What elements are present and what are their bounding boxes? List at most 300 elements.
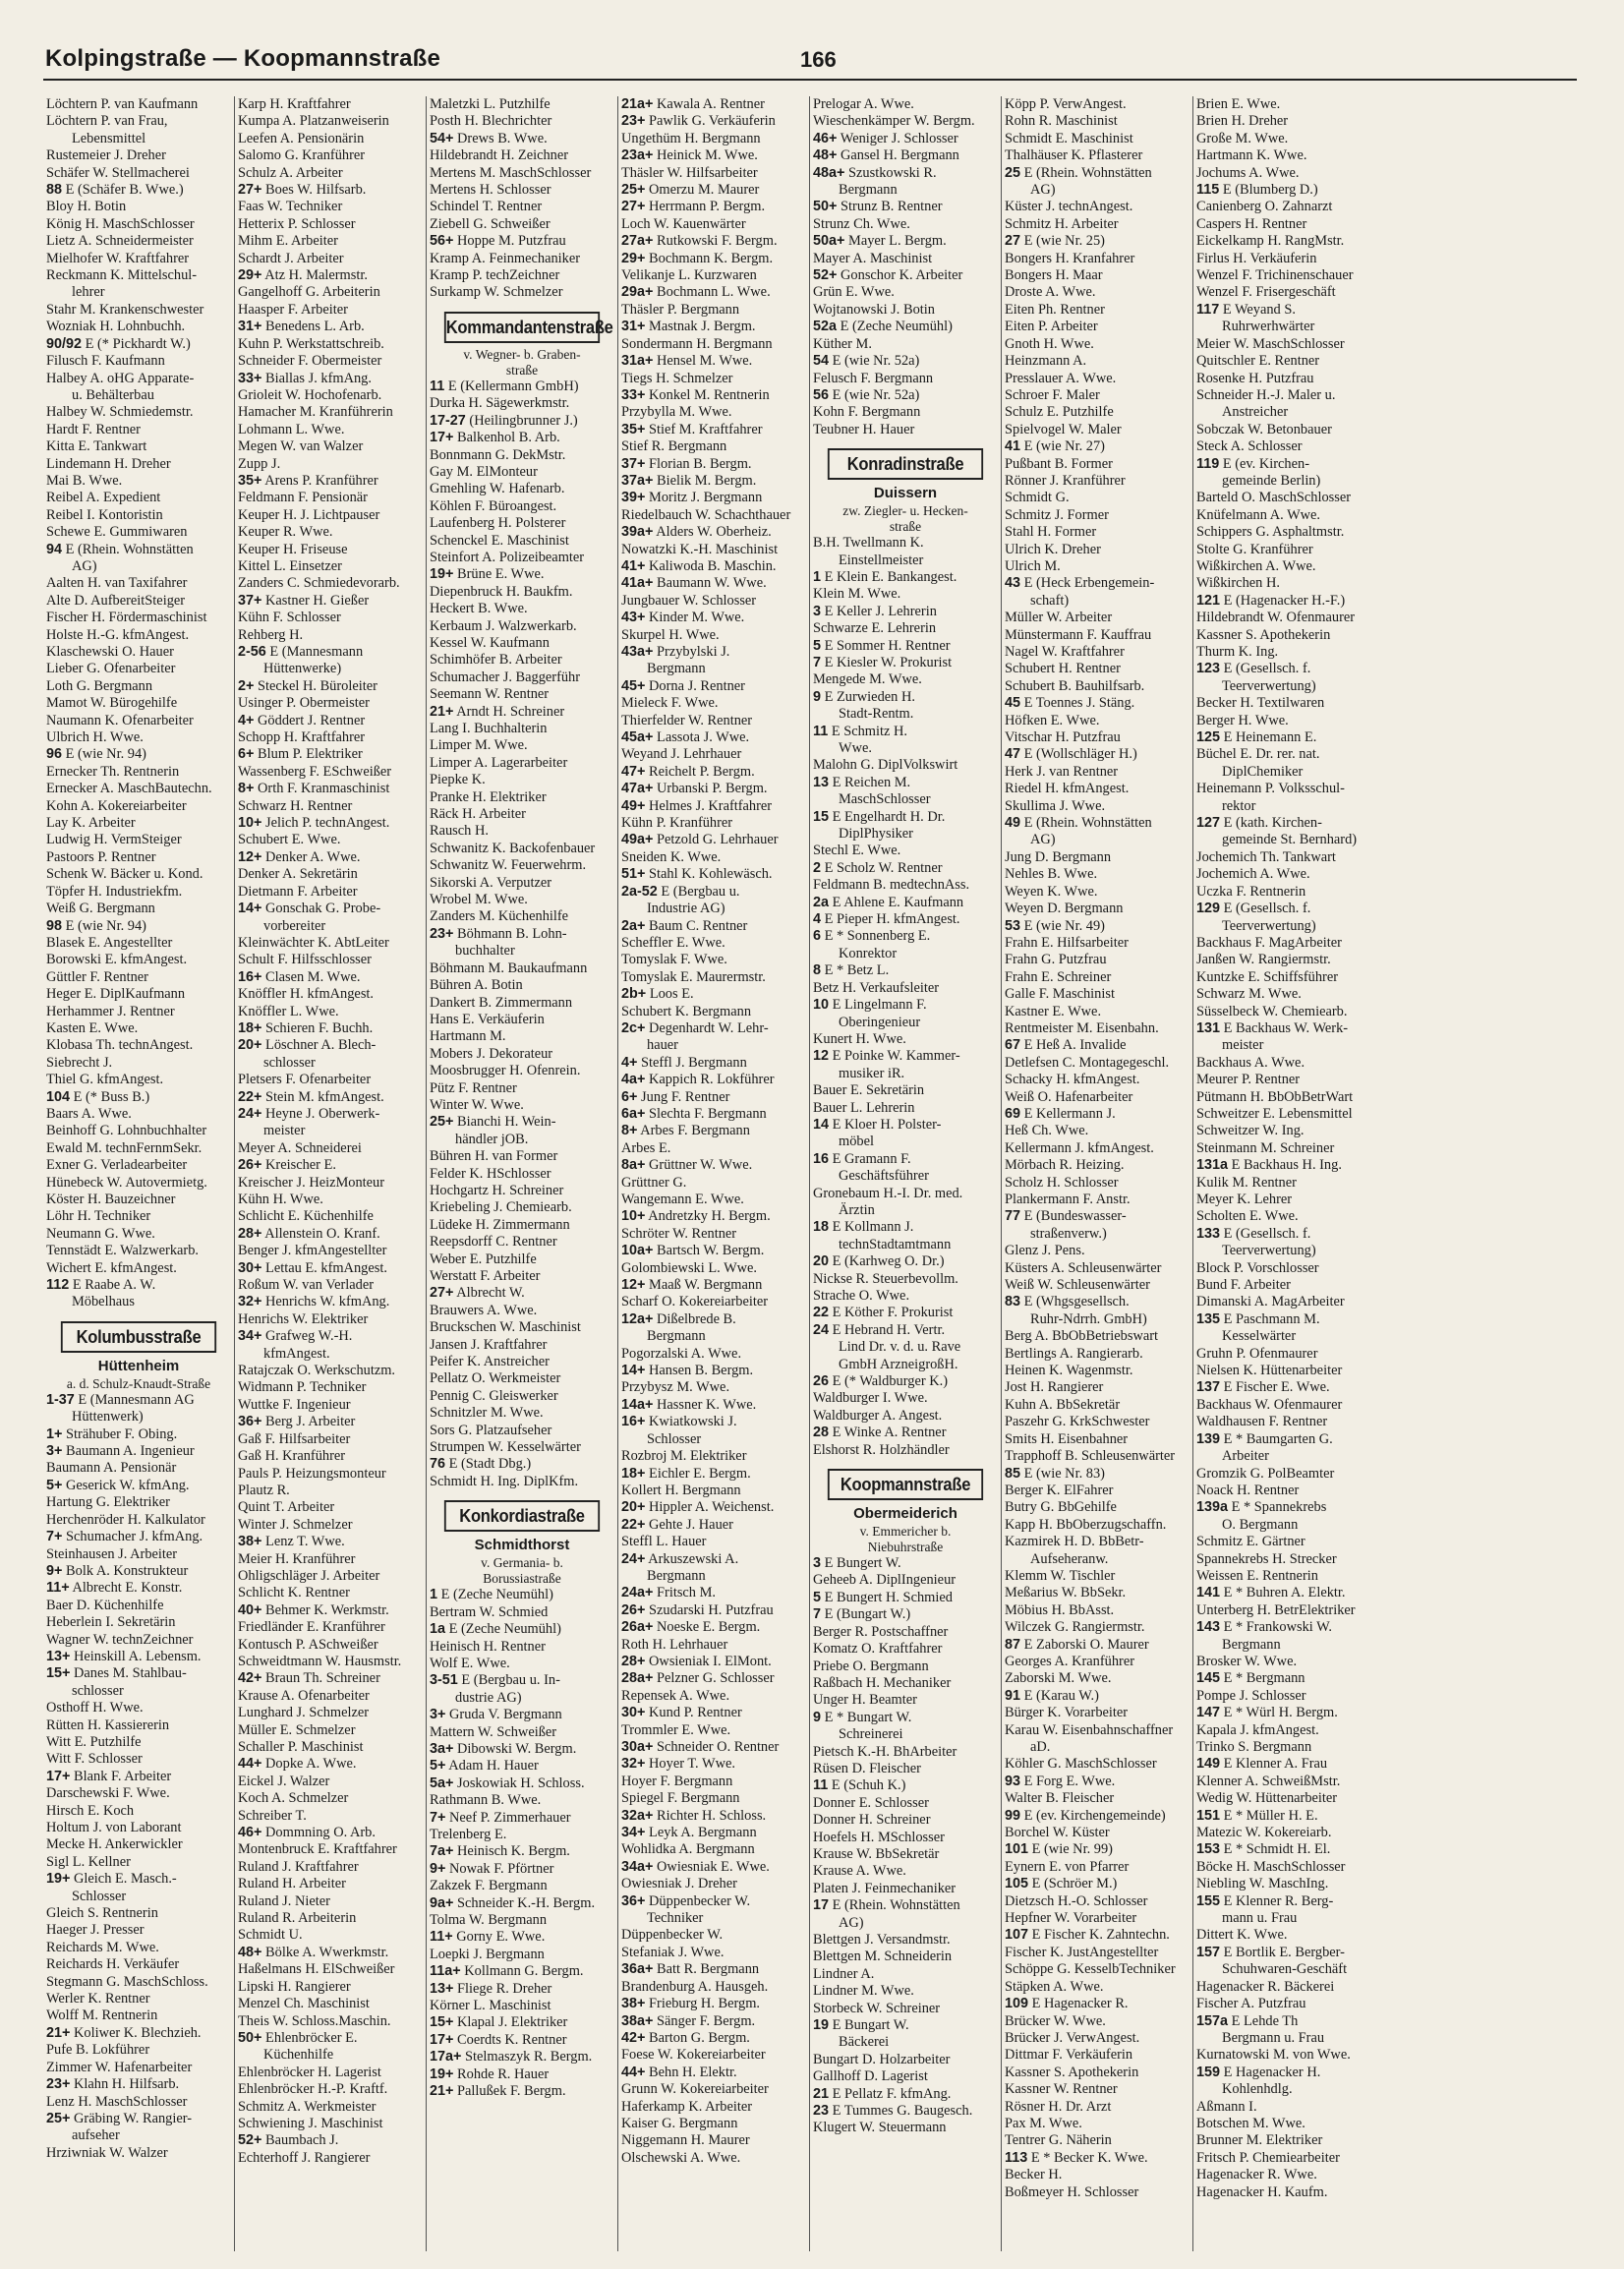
entry-text: Boßmeyer H. Schlosser [1005, 2183, 1139, 2200]
entry-text: E (Gesellsch. f. [1223, 901, 1311, 917]
resident-entry [238, 1602, 423, 1619]
resident-entry [1005, 678, 1189, 695]
entry-text: Behmer K. Werkmstr. [265, 1601, 389, 1618]
resident-entry [1005, 610, 1189, 626]
entry-text: Fischer K. JustAngestellter [1005, 1944, 1159, 1960]
resident-entry [430, 601, 614, 617]
resident-entry [238, 1637, 423, 1654]
entry-text: Wrobel M. Wwe. [430, 892, 528, 908]
house-number: 47a+ [621, 781, 654, 797]
resident-entry [621, 1825, 806, 1841]
entry-text: Lind Dr. v. d. u. Rave [839, 1339, 961, 1356]
entry-text: Sneiden K. Wwe. [621, 848, 722, 865]
resident-entry [1005, 199, 1189, 215]
resident-entry [1196, 935, 1382, 952]
entry-text: Butry G. BbGehilfe [1005, 1499, 1117, 1516]
street-extent: Borussiastraße [483, 1571, 561, 1587]
house-number: 28+ [238, 1225, 262, 1242]
entry-text: Borchel W. Küster [1005, 1825, 1110, 1841]
entry-text: Hans E. Verkäuferin [430, 1011, 545, 1027]
entry-text: Schmidt E. Maschinist [1005, 130, 1133, 146]
entry-text: hauer [647, 1037, 678, 1054]
house-number: 37+ [621, 455, 646, 472]
resident-entry [46, 1836, 231, 1853]
resident-entry [46, 404, 231, 421]
entry-text: Slechta F. Bergmann [649, 1105, 767, 1122]
entry-text: Schubert H. Rentner [1005, 661, 1121, 677]
resident-entry [430, 515, 614, 532]
house-number: 17+ [46, 1768, 71, 1784]
resident-entry [1196, 575, 1382, 592]
entry-text: Ruhrwerhwärter [1222, 319, 1315, 335]
entry-text: Kerbaum J. Walzwerkarb. [430, 617, 577, 634]
resident-entry [813, 1846, 998, 1863]
resident-entry [430, 395, 614, 412]
entry-text: Ruland R. Arbeiterin [238, 1910, 357, 1927]
resident-entry [238, 524, 423, 541]
entry-text: Omerzu M. Maurer [649, 182, 760, 199]
entry-text: Gonschak G. Probe- [265, 901, 381, 917]
entry-text: Wohlidka A. Bergmann [621, 1841, 755, 1858]
entry-text: Bölke A. Wwerkmstr. [265, 1944, 389, 1960]
entry-text: Tolma W. Bergmann [430, 1912, 548, 1928]
entry-continuation [1005, 1739, 1189, 1756]
entry-text: Heinisch K. Bergm. [457, 1843, 570, 1860]
resident-entry [46, 182, 231, 199]
entry-text: E Hagenacker R. [1031, 1996, 1129, 2012]
entry-text: B.H. Twellmann K. [813, 535, 924, 552]
entry-text: Heberlein I. Sekretärin [46, 1614, 176, 1631]
entry-text: Kreischer J. HeizMonteur [238, 1174, 385, 1191]
entry-text: Uczka F. Rentnerin [1196, 883, 1306, 900]
resident-entry [430, 1097, 614, 1114]
house-number: 28 [813, 1425, 830, 1441]
house-number: 18+ [621, 1465, 646, 1482]
entry-text: Naumann K. Ofenarbeiter [46, 712, 194, 728]
entry-text: Schmidt G. [1005, 490, 1070, 506]
entry-text: Gräbing W. Rangier- [74, 2110, 193, 2126]
resident-entry [238, 490, 423, 506]
entry-text: Wuttke F. Ingenieur [238, 1396, 351, 1413]
resident-entry [1196, 490, 1382, 506]
resident-entry [46, 764, 231, 781]
resident-entry [1196, 746, 1382, 763]
house-number: 2c+ [621, 1019, 646, 1036]
entry-text: Loepki J. Bergmann [430, 1946, 545, 1962]
entry-continuation [238, 1346, 423, 1363]
entry-text: Hartmann K. Wwe. [1196, 147, 1307, 164]
entry-text: E Kloer H. Polster- [832, 1116, 942, 1133]
entry-text: Klenner A. SchweißMstr. [1196, 1773, 1341, 1789]
resident-entry [1196, 593, 1382, 610]
resident-entry [430, 430, 614, 446]
street-extent: v. Germania- b. [481, 1555, 563, 1571]
resident-entry [430, 908, 614, 925]
resident-entry [1005, 1654, 1189, 1670]
resident-entry [813, 655, 998, 671]
house-number: 83 [1005, 1294, 1021, 1310]
street-extent: Niebuhrstraße [867, 1540, 944, 1555]
entry-text: Kollmann G. Bergm. [464, 1963, 584, 1980]
resident-entry [813, 1983, 998, 2000]
entry-text: Hassner K. Wwe. [657, 1396, 757, 1413]
resident-entry [46, 1260, 231, 1277]
resident-entry [46, 1243, 231, 1259]
entry-text: Ruhr-Ndrrh. GmbH) [1030, 1310, 1147, 1327]
entry-text: Unger H. Beamter [813, 1692, 917, 1709]
resident-entry [813, 371, 998, 387]
house-number: 7 [813, 1606, 822, 1623]
house-number: 15+ [46, 1665, 71, 1682]
house-number: 50a+ [813, 233, 845, 250]
directory-column [810, 96, 1002, 2251]
house-number: 19 [813, 2017, 830, 2034]
resident-entry [1196, 147, 1382, 164]
resident-entry [813, 422, 998, 438]
resident-entry [621, 2030, 806, 2047]
entry-text: Kessel W. Kaufmann [430, 634, 550, 651]
resident-entry [621, 319, 806, 335]
entry-text: Winter J. Schmelzer [238, 1516, 353, 1533]
entry-text: Kuhn A. BbSekretär [1005, 1396, 1121, 1413]
entry-text: Brücker J. VerwAngest. [1005, 2029, 1140, 2046]
entry-text: Mobers J. Dekorateur [430, 1045, 553, 1062]
resident-entry [238, 147, 423, 164]
entry-text: E Gramann F. [832, 1150, 911, 1167]
entry-continuation [430, 1132, 614, 1148]
resident-entry [238, 1859, 423, 1876]
resident-entry [621, 1020, 806, 1037]
resident-entry [1196, 1945, 1382, 1961]
resident-entry [1005, 1705, 1189, 1721]
house-number: 26+ [621, 1601, 646, 1618]
entry-text: Hetterix P. Schlosser [238, 215, 356, 232]
entry-text: Dibowski W. Bergm. [457, 1740, 577, 1757]
resident-entry [46, 216, 231, 233]
resident-entry [813, 267, 998, 284]
resident-entry [238, 884, 423, 901]
resident-entry [46, 986, 231, 1003]
entry-text: Hoyer T. Wwe. [649, 1756, 735, 1773]
house-number: 14+ [238, 901, 262, 917]
entry-text: Clasen M. Wwe. [265, 968, 361, 985]
entry-text: Wieschenkämper W. Bergm. [813, 113, 975, 130]
resident-entry [46, 661, 231, 677]
entry-continuation [1196, 678, 1382, 695]
house-number: 24 [813, 1321, 830, 1338]
entry-text: Raßbach H. Mechaniker [813, 1674, 952, 1691]
entry-text: Brunner M. Elektriker [1196, 2132, 1323, 2149]
resident-entry [1005, 1004, 1189, 1020]
resident-entry [621, 764, 806, 781]
resident-entry [1005, 1876, 1189, 1892]
resident-entry [1005, 644, 1189, 661]
entry-text: Jochemich A. Wwe. [1196, 866, 1310, 883]
entry-text: Wißkirchen H. [1196, 575, 1280, 592]
entry-text: Noeske E. Bergm. [657, 1619, 761, 1636]
resident-entry [46, 2076, 231, 2093]
house-number: 48+ [813, 147, 838, 164]
entry-text: Strache O. Wwe. [813, 1288, 910, 1304]
resident-entry [46, 695, 231, 712]
resident-entry [1196, 1226, 1382, 1243]
entry-text: Schmidt H. Ing. DiplKfm. [430, 1473, 579, 1489]
house-number: 41a+ [621, 575, 654, 592]
resident-entry [46, 1443, 231, 1460]
entry-text: Widmann P. Techniker [238, 1379, 367, 1396]
resident-entry [430, 1166, 614, 1183]
entry-text: Herrmann P. Bergm. [649, 199, 766, 215]
entry-text: E Bortlik E. Bergber- [1223, 1944, 1345, 1960]
entry-text: E * Bergmann [1223, 1670, 1305, 1687]
resident-entry [238, 1534, 423, 1550]
entry-text: Nowatzki K.-H. Maschinist [621, 541, 779, 557]
entry-text: E Lingelmann F. [832, 997, 927, 1014]
directory-column [1002, 96, 1193, 2251]
entry-text: Salomo G. Kranführer [238, 147, 366, 164]
entry-text: Rozbroj M. Elektriker [621, 1448, 747, 1465]
entry-text: Kwiatkowski J. [649, 1414, 737, 1430]
entry-text: Stein M. kfmAngest. [265, 1088, 384, 1105]
house-number: 19+ [430, 566, 454, 583]
resident-entry [238, 1654, 423, 1670]
entry-text: Gansel H. Bergmann [841, 147, 959, 164]
entry-text: Brauwers A. Wwe. [430, 1302, 538, 1318]
house-number: 1a [430, 1621, 446, 1638]
entry-text: E (wie Nr. 94) [65, 746, 146, 763]
house-number: 38a+ [621, 2012, 654, 2029]
resident-entry [621, 387, 806, 404]
resident-entry [430, 1998, 614, 2014]
resident-entry [238, 901, 423, 917]
entry-text: Wolf E. Wwe. [430, 1655, 510, 1671]
entry-continuation [238, 1055, 423, 1072]
entry-text: Geschäftsführer [839, 1168, 929, 1185]
resident-entry [1005, 1055, 1189, 1072]
resident-entry [46, 1769, 231, 1785]
entry-text: Glenz J. Pens. [1005, 1243, 1085, 1259]
entry-text: Wangemann E. Wwe. [621, 1192, 744, 1207]
house-number: 50+ [238, 2029, 262, 2046]
entry-text: Jungbauer W. Schlosser [621, 592, 757, 609]
entry-text: Wißkirchen A. Wwe. [1196, 557, 1316, 574]
resident-entry [46, 1803, 231, 1820]
resident-entry [1005, 918, 1189, 935]
resident-entry [430, 635, 614, 652]
entry-text: Küster J. technAngest. [1005, 199, 1133, 215]
entry-text: Pußbant B. Former [1005, 455, 1113, 472]
house-number: 23+ [46, 2076, 71, 2093]
entry-text: Ludwig H. VermSteiger [46, 832, 182, 848]
house-number: 157a [1196, 2012, 1229, 2029]
house-number: 30+ [621, 1705, 646, 1721]
house-number: 90/92 [46, 335, 83, 352]
resident-entry [1196, 1192, 1382, 1208]
resident-entry [238, 438, 423, 455]
resident-entry [46, 1905, 231, 1922]
resident-entry [1005, 1722, 1189, 1739]
entry-text: E Kollmann J. [832, 1219, 914, 1236]
resident-entry [621, 1670, 806, 1687]
entry-text: Felder K. HSchlosser [430, 1165, 551, 1182]
resident-entry [1196, 610, 1382, 626]
resident-entry [46, 884, 231, 901]
entry-text: AG) [1030, 832, 1056, 848]
resident-entry [238, 849, 423, 866]
entry-text: Gruhn P. Ofenmaurer [1196, 1345, 1318, 1362]
resident-entry [1196, 1431, 1382, 1448]
entry-text: Keuper H. J. Lichtpauser [238, 506, 380, 523]
directory-column [1193, 96, 1385, 2251]
house-number: 151 [1196, 1807, 1221, 1824]
entry-text: Blasek E. Angestellter [46, 934, 173, 951]
resident-entry [621, 1483, 806, 1499]
resident-entry [621, 798, 806, 815]
entry-text: E Lehde Th [1231, 2012, 1299, 2029]
house-number: 43 [1005, 575, 1021, 592]
entry-text: Zakzek F. Bergmann [430, 1878, 548, 1894]
house-number: 2a [813, 894, 830, 910]
resident-entry [621, 1739, 806, 1756]
house-number: 5+ [430, 1758, 446, 1774]
resident-entry [621, 1602, 806, 1619]
entry-text: Rösner H. Dr. Arzt [1005, 2098, 1112, 2115]
resident-entry [1196, 2167, 1382, 2183]
entry-text: Herchenröder H. Kalkulator [46, 1511, 205, 1528]
resident-entry [430, 1878, 614, 1894]
entry-text: Hartmann M. [430, 1028, 506, 1045]
entry-text: Schneider O. Rentner [657, 1739, 780, 1755]
resident-entry [1196, 815, 1382, 832]
entry-text: DiplChemiker [1222, 763, 1304, 780]
street-heading: Konkordiastraße [444, 1500, 600, 1532]
resident-entry [621, 336, 806, 353]
entry-text: Holtum J. von Laborant [46, 1820, 182, 1835]
entry-text: Hepfner W. Vorarbeiter [1005, 1910, 1137, 1927]
entry-text: Gehte J. Hauer [649, 1516, 733, 1533]
house-number: 10+ [238, 815, 262, 832]
resident-entry [1005, 884, 1189, 901]
entry-text: Schwiening J. Maschinist [238, 2115, 383, 2131]
resident-entry [238, 1774, 423, 1790]
resident-entry [430, 584, 614, 601]
house-number: 52+ [813, 267, 838, 284]
entry-text: Möbius H. BbAsst. [1005, 1601, 1115, 1618]
resident-entry [430, 1303, 614, 1319]
entry-text: Thalhäuser K. Pflasterer [1005, 147, 1143, 164]
resident-entry [238, 815, 423, 832]
entry-text: E * Würl H. Bergm. [1223, 1705, 1338, 1721]
entry-text: Sors G. Platzaufseher [430, 1422, 552, 1438]
resident-entry [1196, 1260, 1382, 1277]
resident-entry [621, 1774, 806, 1790]
resident-entry [621, 1688, 806, 1705]
resident-entry [1005, 849, 1189, 866]
house-number: 5a+ [430, 1774, 454, 1791]
resident-entry [1196, 1841, 1382, 1858]
resident-entry [621, 1414, 806, 1430]
resident-entry [621, 1072, 806, 1088]
entry-text: Reichards H. Verkäufer [46, 1956, 180, 1973]
district-name: Obermeiderich [853, 1505, 957, 1523]
resident-entry [621, 1277, 806, 1294]
house-number: 98 [46, 917, 63, 934]
entry-text: Henrichs W. kfmAng. [265, 1294, 390, 1310]
resident-entry [1005, 1790, 1189, 1807]
entry-text: Fischer H. Fördermaschinist [46, 610, 207, 626]
entry-text: E (Stadt Dbg.) [448, 1456, 532, 1473]
resident-entry [621, 695, 806, 712]
entry-text: Eickel J. Walzer [238, 1773, 330, 1789]
entry-text: lehrer [72, 284, 105, 301]
resident-entry [238, 986, 423, 1003]
entry-text: Kriebeling J. Chemiearb. [430, 1199, 572, 1216]
entry-text: Schreiber T. [238, 1807, 307, 1824]
house-number: 6 [813, 928, 822, 945]
entry-text: Durka H. Sägewerkmstr. [430, 395, 570, 412]
house-number: 5 [813, 637, 822, 654]
entry-text: Kühn P. Kranführer [621, 815, 733, 832]
resident-entry [1196, 901, 1382, 917]
resident-entry [1196, 2132, 1382, 2149]
entry-text: Schlosser [72, 1888, 127, 1904]
resident-entry [621, 1175, 806, 1192]
entry-text: Bielik M. Bergm. [657, 472, 757, 489]
entry-text: E Backhaus W. Werk- [1223, 1019, 1349, 1036]
entry-text: Eickelkamp H. RangMstr. [1196, 233, 1345, 250]
resident-entry [621, 1157, 806, 1174]
entry-text: Trinko S. Bergmann [1196, 1739, 1312, 1755]
house-number: 30+ [238, 1259, 262, 1276]
entry-text: Bongers H. Maar [1005, 267, 1103, 284]
entry-text: Baumann W. Wwe. [657, 575, 767, 592]
resident-entry [813, 199, 998, 215]
entry-continuation [1196, 1037, 1382, 1054]
resident-entry [621, 2099, 806, 2116]
directory-columns [43, 96, 1577, 2251]
entry-text: Stahl K. Kohlewäsch. [649, 866, 773, 883]
entry-text: Dankert B. Zimmermann [430, 994, 573, 1011]
house-number: 30a+ [621, 1739, 654, 1755]
house-number: 7+ [430, 1809, 446, 1826]
entry-text: Herk J. van Rentner [1005, 763, 1119, 780]
resident-entry [621, 1551, 806, 1568]
house-number: 46+ [238, 1825, 262, 1841]
resident-entry [238, 1004, 423, 1020]
entry-continuation [813, 1066, 998, 1082]
entry-text: Baumann A. Ingenieur [66, 1443, 195, 1460]
entry-text: Tomyslak F. Wwe. [621, 952, 727, 968]
entry-text: Hartung G. Elektriker [46, 1494, 170, 1511]
house-number: 4a+ [621, 1072, 646, 1088]
resident-entry [1196, 866, 1382, 883]
entry-text: Zimmer W. Hafenarbeiter [46, 2059, 193, 2075]
resident-entry [1005, 387, 1189, 404]
entry-text: Moosbrugger H. Ofenrein. [430, 1063, 581, 1079]
house-number: 4+ [238, 712, 255, 728]
resident-entry [813, 2001, 998, 2017]
directory-column [235, 96, 427, 2251]
entry-text: Krause A. Wwe. [813, 1863, 906, 1880]
entry-text: Hünebeck W. Autovermietg. [46, 1174, 207, 1191]
resident-entry [46, 2145, 231, 2162]
house-number: 3 [813, 1555, 822, 1572]
resident-entry [46, 815, 231, 832]
resident-entry [813, 1082, 998, 1099]
resident-entry [1196, 695, 1382, 712]
resident-entry [621, 1961, 806, 1978]
house-number: 41+ [621, 557, 646, 574]
